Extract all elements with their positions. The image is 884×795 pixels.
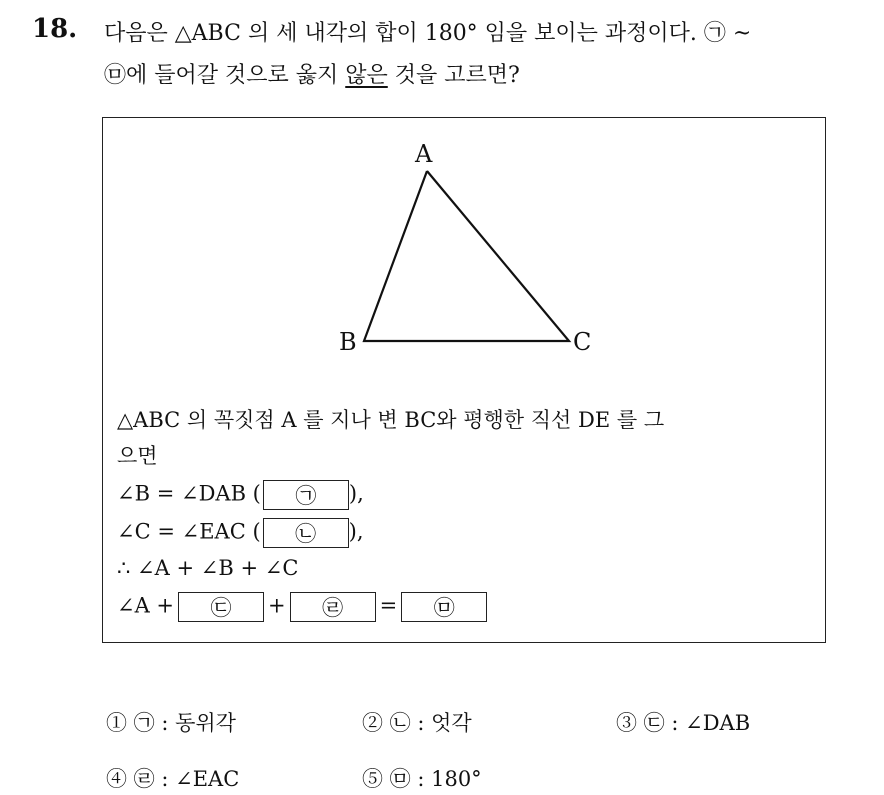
vertex-label-c: C: [573, 328, 592, 356]
proof-line-4: [117, 518, 364, 548]
question-text-part: ㉤에 들어갈 것으로 옳지: [104, 63, 346, 88]
angle-equation: ∠B = ∠DAB (: [117, 481, 261, 506]
angle-equation: ∠C = ∠EAC (: [117, 519, 261, 544]
blank-3: ㉢: [178, 592, 264, 622]
proof-line-2: 으면: [117, 444, 158, 468]
angle-sum-prefix: ∠A +: [117, 593, 175, 618]
choice-1[interactable]: ① ㉠ : 동위각: [106, 711, 236, 735]
triangle-figure: [103, 118, 827, 378]
proof-line-1: △ABC 의 꼭짓점 A 를 지나 변 BC와 평행한 직선 DE 를 그: [117, 408, 665, 432]
proof-box: [102, 117, 826, 643]
underlined-word: 않은: [345, 63, 388, 88]
proof-line-6: [117, 592, 491, 622]
blank-1: ㉠: [263, 480, 349, 510]
choice-3[interactable]: ③ ㉢ : ∠DAB: [616, 711, 751, 735]
closing-paren: ),: [348, 519, 364, 544]
choice-4[interactable]: ④ ㉣ : ∠EAC: [106, 767, 240, 791]
blank-4: ㉣: [290, 592, 376, 622]
triangle-abc: [364, 171, 569, 341]
proof-line-5: ∴ ∠A + ∠B + ∠C: [117, 556, 299, 580]
question-text-line-1: 다음은 △ABC 의 세 내각의 합이 180° 임을 보이는 과정이다. ㉠ ~: [104, 21, 752, 46]
equals-sign: =: [379, 593, 398, 618]
question-number: 18.: [32, 14, 78, 44]
blank-5: ㉤: [401, 592, 487, 622]
proof-line-3: [117, 480, 364, 510]
blank-2: ㉡: [263, 518, 349, 548]
plus-sign: +: [268, 593, 286, 618]
choice-2[interactable]: ② ㉡ : 엇각: [362, 711, 472, 735]
vertex-label-b: B: [339, 328, 357, 356]
question-text-part: 것을 고르면?: [387, 63, 520, 88]
choice-5[interactable]: ⑤ ㉤ : 180°: [362, 767, 482, 791]
vertex-label-a: A: [415, 140, 433, 168]
question-text-line-2: [104, 58, 520, 89]
closing-paren: ),: [348, 481, 364, 506]
